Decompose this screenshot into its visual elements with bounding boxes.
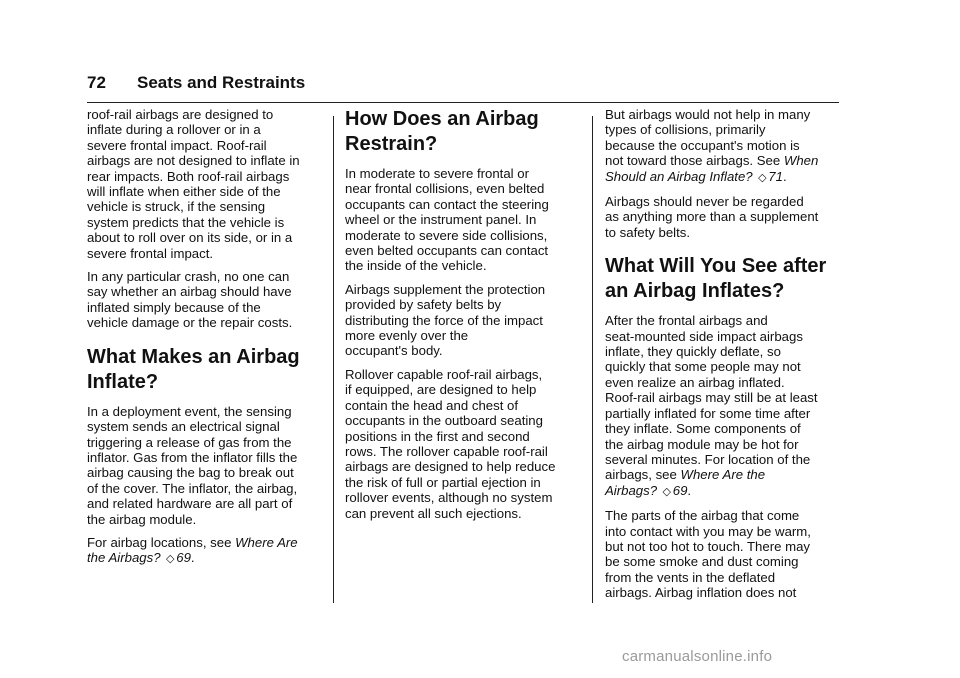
page-reference[interactable]: 69 bbox=[672, 482, 688, 498]
cross-reference-link[interactable]: Should an Airbag Inflate? bbox=[605, 168, 753, 184]
column-divider bbox=[592, 116, 593, 603]
watermark: carmanualsonline.info bbox=[622, 648, 773, 665]
cross-reference-link[interactable]: the Airbags? bbox=[87, 550, 161, 566]
paragraph: In a deployment event, the sensing system sends an electrical signal triggering a release of gas from the inflator. Gas from the inflator fills the airbag causing the bag to break out of the cover. The inflator, the airbag, and related hardware are all part of the airbag module. bbox=[87, 403, 298, 527]
page-reference-icon: ◇ bbox=[166, 553, 175, 566]
section-heading: What Will You See after an Airbag Inflates? bbox=[605, 255, 827, 303]
paragraph: Airbags should never be regarded as anything more than a supplement to safety belts. bbox=[605, 194, 819, 240]
cross-reference-link[interactable]: When bbox=[783, 153, 819, 169]
cross-reference-link[interactable]: Airbags? bbox=[605, 482, 658, 498]
paragraph: In moderate to severe frontal or near frontal collisions, even belted occupants can contact the steering wheel or the instrument panel. In moderate to severe side collisions, even belted occupants can contact the inside of the vehicle. bbox=[345, 166, 549, 274]
section-heading: How Does an Airbag Restrain? bbox=[345, 108, 539, 155]
section-heading: What Makes an Airbag Inflate? bbox=[87, 345, 300, 393]
page-header bbox=[87, 72, 839, 103]
paragraph: In any particular crash, no one can say whether an airbag should have inflated simply because of the vehicle damage or the repair costs. bbox=[87, 269, 293, 331]
section-title: Seats and Restraints bbox=[137, 73, 306, 92]
paragraph: The parts of the airbag that come into contact with you may be warm, but not too hot to touch. There may be some smoke and dust coming from the vents in the deflated airbags. Airbag inflation does not bbox=[605, 508, 811, 601]
column-divider bbox=[333, 116, 334, 603]
column-3 bbox=[605, 107, 845, 609]
cross-reference-link[interactable]: Where Are bbox=[235, 534, 298, 550]
column-1 bbox=[87, 107, 327, 576]
paragraph: For airbag locations, see Where Are the Airbags? ◇ 69. bbox=[87, 535, 327, 568]
page-reference[interactable]: 69 bbox=[176, 550, 191, 566]
page-reference-icon: ◇ bbox=[758, 171, 767, 184]
page-reference[interactable]: 71 bbox=[768, 168, 783, 184]
paragraph: Rollover capable roof-rail airbags, if equipped, are designed to help contain the head and chest of occupants in the outboard seating positions in the first and second rows. The rollover capable roof-rail airbags are designed to help reduce the risk of full or partial ejection in rollover events, although no system can prevent all such ejections. bbox=[345, 366, 556, 521]
cross-reference-link[interactable]: Where Are the bbox=[680, 467, 766, 483]
paragraph: roof-rail airbags are designed to inflate during a rollover or in a severe frontal impact. Roof-rail airbags are not designed to inflate in rear impacts. Both roof-rail airbags will inflate when either side of the vehicle is struck, if the sensing system predicts that the vehicle is about to roll over on its side, or in a severe frontal impact. bbox=[87, 107, 300, 261]
paragraph: But airbags would not help in many types of collisions, primarily because the occupant's motion is not toward those airbags. See When Should an Airbag Inflate? ◇ 71. bbox=[605, 107, 845, 186]
paragraph: After the frontal airbags and seat-mounted side impact airbags inflate, they quickly deflate, so quickly that some people may not even realize an airbag inflated. Roof-rail airbags may still be at least partially inflated for some time after they inflate. Some components of the airbag module may be hot for several minutes. For location of the airbags, see Where Are the Airbags? ◇ 69. bbox=[605, 313, 845, 500]
paragraph: Airbags supplement the protection provided by safety belts by distributing the force of the impact more evenly over the occupant's body. bbox=[345, 281, 546, 359]
page-reference-icon: ◇ bbox=[662, 485, 671, 498]
column-2 bbox=[345, 107, 585, 529]
page-number: 72 bbox=[87, 73, 106, 92]
